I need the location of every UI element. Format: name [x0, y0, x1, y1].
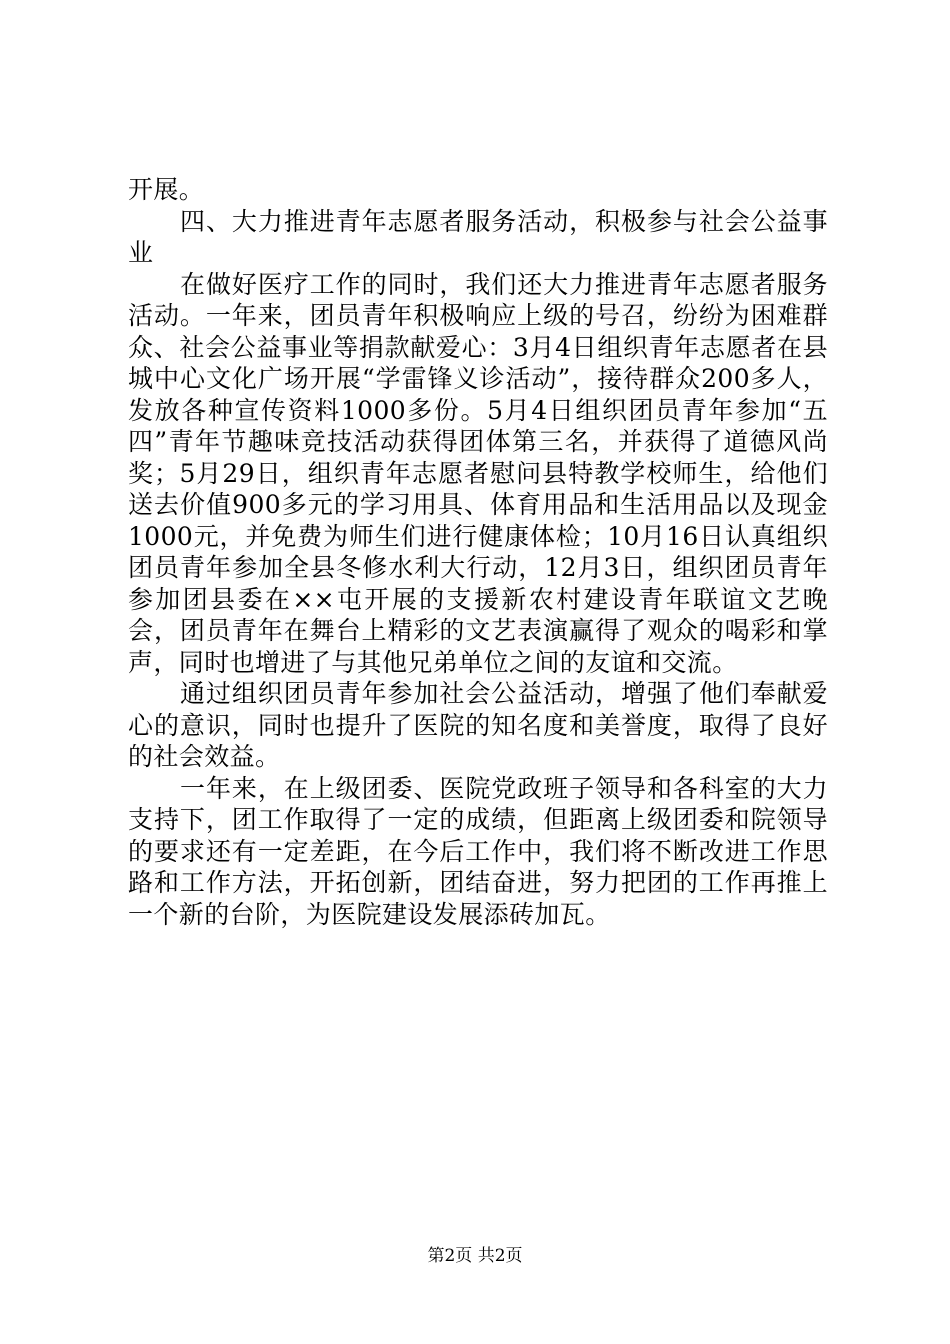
paragraph-social-benefit: 通过组织团员青年参加社会公益活动，增强了他们奉献爱心的意识，同时也提升了医院的知名度和美誉度，取得了良好的社会效益。: [128, 679, 828, 771]
page-footer: 第2页 共2页: [427, 1246, 523, 1266]
paragraph-volunteer-activities: 在做好医疗工作的同时，我们还大力推进青年志愿者服务活动。一年来，团员青年积极响应上级的号召，纷纷为困难群众、社会公益事业等捐款献爱心：3月4日组织青年志愿者在县城中心文化广场开展“学雷锋义诊活动”，接待群众200多人，发放各种宣传资料1000多份。5月4日组织团员青年参加“五四”青年节趣味竞技活动获得团体第三名，并获得了道德风尚奖；5月29日，组织青年志愿者慰问县特教学校师生，给他们送去价值900多元的学习用具、体育用品和生活用品以及现金1000元，并免费为师生们进行健康体检；10月16日认真组织团员青年参加全县冬修水利大行动，12月3日，组织团员青年参加团县委在××屯开展的支援新农村建设青年联谊文艺晚会，团员青年在舞台上精彩的文艺表演赢得了观众的喝彩和掌声，同时也增进了与其他兄弟单位之间的友谊和交流。: [128, 269, 828, 677]
document-body: [128, 174, 828, 930]
section-heading: 四、大力推进青年志愿者服务活动，积极参与社会公益事业: [128, 206, 828, 267]
paragraph-continuation: 开展。: [128, 175, 205, 204]
paragraph-conclusion: 一年来，在上级团委、医院党政班子领导和各科室的大力支持下，团工作取得了一定的成绩，但距离上级团委和院领导的要求还有一定差距，在今后工作中，我们将不断改进工作思路和工作方法，开拓创新，团结奋进，努力把团的工作再推上一个新的台阶，为医院建设发展添砖加瓦。: [128, 773, 828, 929]
